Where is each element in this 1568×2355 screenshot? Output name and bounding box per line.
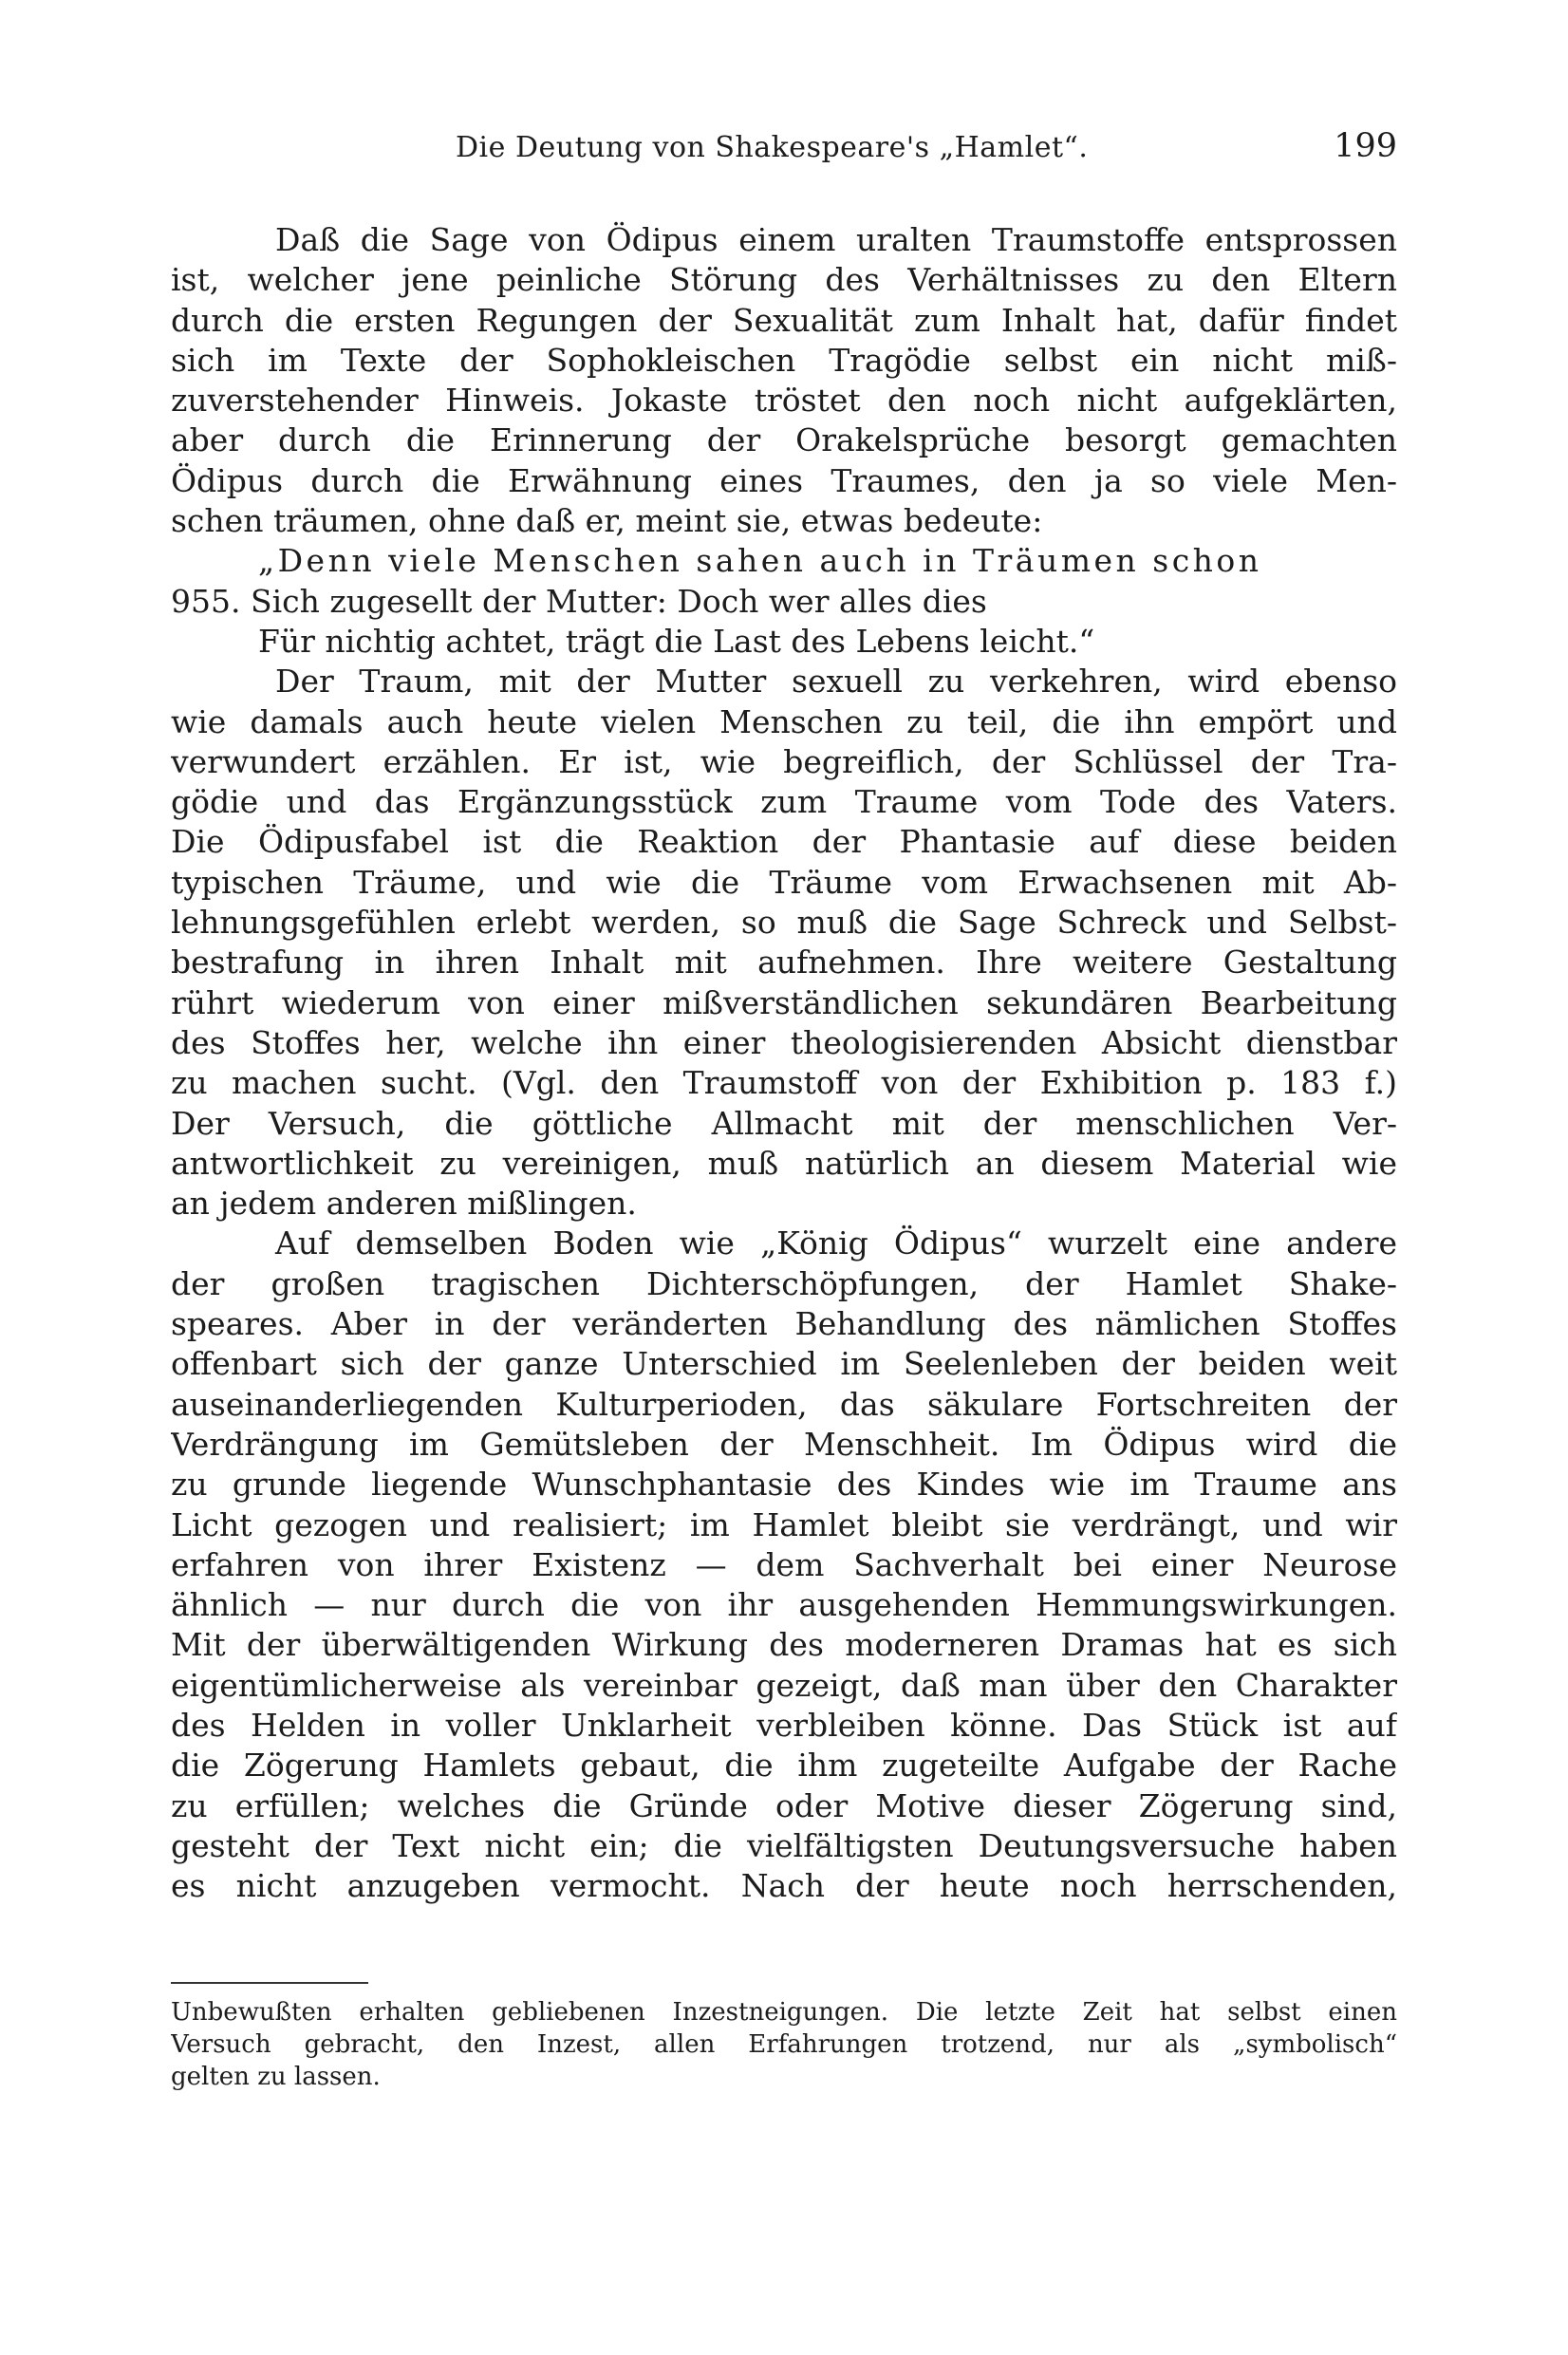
text-line: ist, welcher jene peinliche Störung des Verhältnisses zu den Eltern bbox=[171, 261, 1397, 299]
text-line: bestrafung in ihren Inhalt mit aufnehmen. Ihre weitere Gestaltung bbox=[171, 944, 1397, 981]
text-line: auseinanderliegenden Kulturperioden, das säkulare Fortschreiten der bbox=[171, 1385, 1397, 1423]
text-line: des Stoffes her, welche ihn einer theologisierenden Absicht dienstbar bbox=[171, 1023, 1397, 1061]
text-line: Mit der überwältigenden Wirkung des moderneren Dramas hat es sich bbox=[171, 1626, 1397, 1664]
text-line: durch die ersten Regungen der Sexualität zum Inhalt hat, dafür findet bbox=[171, 301, 1397, 339]
text-line: Der Versuch, die göttliche Allmacht mit der menschlichen Ver- bbox=[171, 1104, 1397, 1142]
footnote-line: Versuch gebracht, den Inzest, allen Erfahrungen trotzend, nur als „symbolisch“ bbox=[171, 2030, 1397, 2059]
footnote-divider bbox=[171, 1982, 368, 1984]
text-line: an jedem anderen mißlingen. bbox=[171, 1185, 637, 1223]
text-line: ähnlich — nur durch die von ihr ausgehenden Hemmungswirkungen. bbox=[171, 1586, 1397, 1624]
text-line: lehnungsgefühlen erlebt werden, so muß die Sage Schreck und Selbst- bbox=[171, 904, 1397, 942]
text-line: Licht gezogen und realisiert; im Hamlet bleibt sie verdrängt, und wir bbox=[171, 1505, 1397, 1543]
text-line: typischen Träume, und wie die Träume vom Erwachsenen mit Ab- bbox=[171, 863, 1397, 901]
text-line: eigentümlicherweise als vereinbar gezeigt, daß man über den Charakter bbox=[171, 1666, 1397, 1704]
text-line: zu machen sucht. (Vgl. den Traumstoff von der Exhibition p. 183 f.) bbox=[171, 1064, 1397, 1102]
text-line: rührt wiederum von einer mißverständlichen sekundären Bearbeitung bbox=[171, 983, 1397, 1021]
text-line: Verdrängung im Gemütsleben der Menschheit. Im Ödipus wird die bbox=[171, 1425, 1397, 1463]
text-line: des Helden in voller Unklarheit verbleiben könne. Das Stück ist auf bbox=[171, 1706, 1397, 1744]
footnote-line: Unbewußten erhalten gebliebenen Inzestneigungen. Die letzte Zeit hat selbst einen bbox=[171, 1998, 1397, 2027]
text-line: offenbart sich der ganze Unterschied im Seelenleben der beiden weit bbox=[171, 1345, 1397, 1383]
verse-line: 955. Sich zugesellt der Mutter: Doch wer alles dies bbox=[171, 582, 987, 620]
text-line: die Zögerung Hamlets gebaut, die ihm zugeteilte Aufgabe der Rache bbox=[171, 1747, 1397, 1785]
text-line: zu grunde liegende Wunschphantasie des Kindes wie im Traume ans bbox=[171, 1466, 1397, 1504]
text-line: Ödipus durch die Erwähnung eines Traumes, den ja so viele Men- bbox=[171, 461, 1397, 499]
text-line: es nicht anzugeben vermocht. Nach der heute noch herrschenden, bbox=[171, 1867, 1397, 1905]
text-line: der großen tragischen Dichterschöpfungen, der Hamlet Shake- bbox=[171, 1264, 1397, 1302]
page-header bbox=[171, 127, 1397, 178]
text-line: gesteht der Text nicht ein; die vielfältigsten Deutungsversuche haben bbox=[171, 1826, 1397, 1864]
verse-line: Für nichtig achtet, trägt die Last des Lebens leicht.“ bbox=[258, 622, 1095, 660]
text-line: Der Traum, mit der Mutter sexuell zu verkehren, wird ebenso bbox=[275, 663, 1397, 701]
paragraph-1 bbox=[171, 220, 1397, 541]
text-line: sich im Texte der Sophokleischen Tragödie selbst ein nicht miß- bbox=[171, 341, 1397, 379]
paragraph-2 bbox=[171, 662, 1397, 1224]
main-text bbox=[171, 220, 1397, 1906]
running-title: Die Deutung von Shakespeare's „Hamlet“. bbox=[456, 131, 1089, 164]
paragraph-3 bbox=[171, 1224, 1397, 1906]
text-line: antwortlichkeit zu vereinigen, muß natürlich an diesem Material wie bbox=[171, 1144, 1397, 1182]
verse-line: „Denn viele Menschen sahen auch in Träumen schon bbox=[258, 542, 1262, 580]
text-line: zuverstehender Hinweis. Jokaste tröstet den noch nicht aufgeklärten, bbox=[171, 382, 1397, 420]
text-line: gödie und das Ergänzungsstück zum Traume vom Tode des Vaters. bbox=[171, 783, 1397, 821]
text-line: verwundert erzählen. Er ist, wie begreiflich, der Schlüssel der Tra- bbox=[171, 742, 1397, 780]
text-line: speares. Aber in der veränderten Behandlung des nämlichen Stoffes bbox=[171, 1305, 1397, 1343]
text-line: zu erfüllen; welches die Gründe oder Motive dieser Zögerung sind, bbox=[171, 1786, 1397, 1824]
footnote bbox=[171, 1996, 1397, 2093]
footnote-line: gelten zu lassen. bbox=[171, 2063, 381, 2091]
text-line: schen träumen, ohne daß er, meint sie, etwas bedeute: bbox=[171, 502, 1043, 540]
text-line: Daß die Sage von Ödipus einem uralten Traumstoffe entsprossen bbox=[275, 221, 1397, 258]
text-line: wie damals auch heute vielen Menschen zu teil, die ihn empört und bbox=[171, 702, 1397, 740]
verse-quote bbox=[171, 541, 1397, 662]
text-line: aber durch die Erinnerung der Orakelsprüche besorgt gemachten bbox=[171, 421, 1397, 459]
text-line: erfahren von ihrer Existenz — dem Sachverhalt bei einer Neurose bbox=[171, 1545, 1397, 1583]
page-number: 199 bbox=[1334, 127, 1397, 165]
text-line: Die Ödipusfabel ist die Reaktion der Phantasie auf diese beiden bbox=[171, 823, 1397, 861]
text-line: Auf demselben Boden wie „König Ödipus“ wurzelt eine andere bbox=[275, 1224, 1397, 1262]
